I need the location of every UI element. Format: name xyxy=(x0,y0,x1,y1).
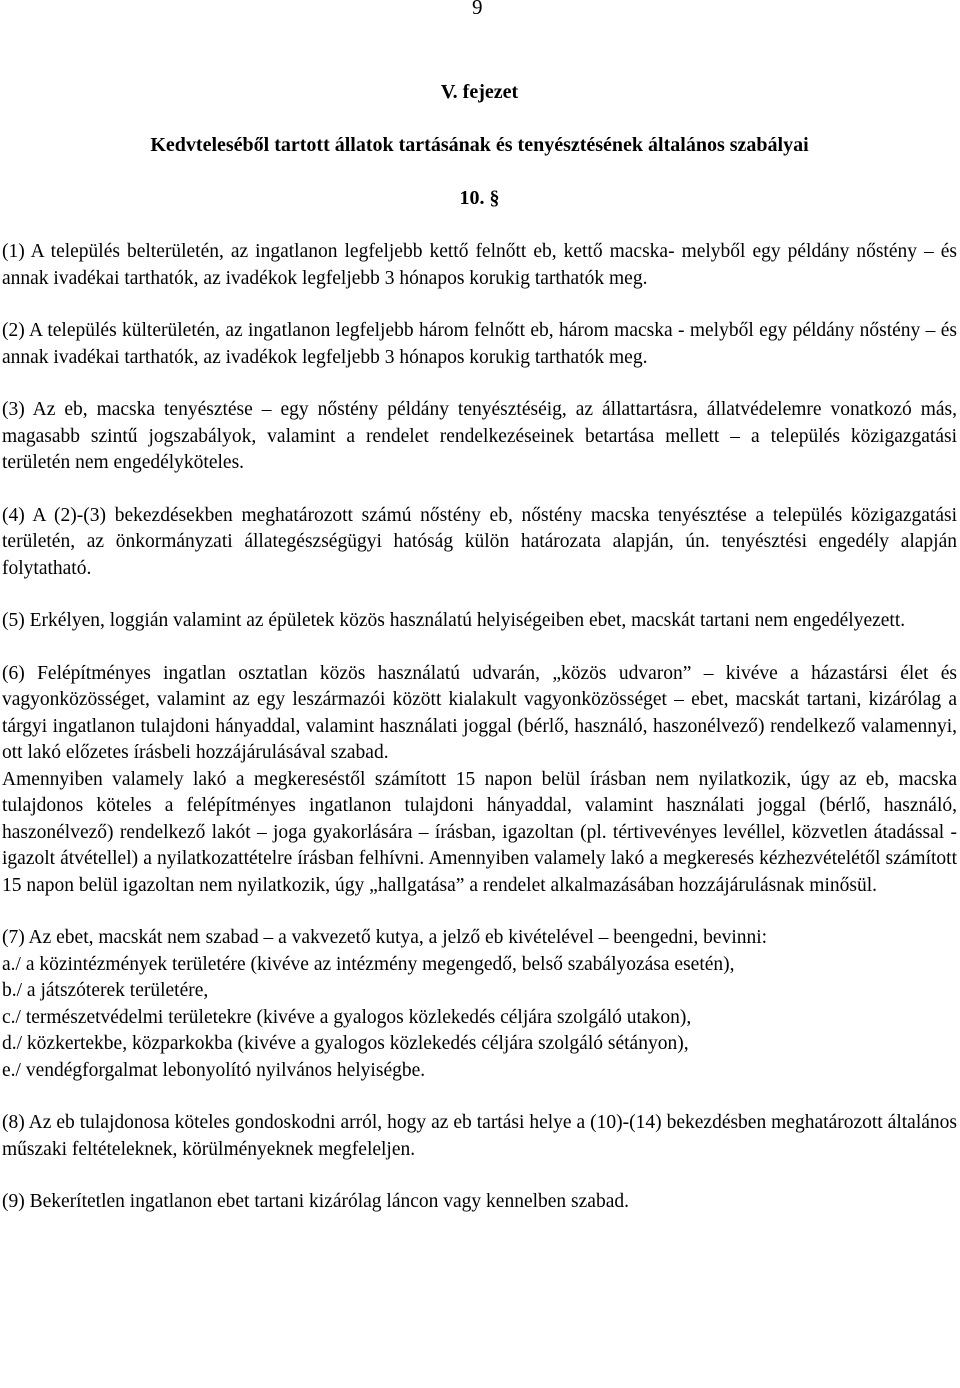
list-item: b./ a játszóterek területére, xyxy=(2,980,209,1001)
paragraph-6: (6) Felépítményes ingatlan osztatlan közös használatú udvarán, „közös udvaron” – kivéve a házastársi élet és vagyonközösséget, valamint az egy leszármazói között kialakult vagyonközösséget – ebet, macskát tartani, kizárólag a tárgyi ingatlanon tulajdoni hányaddal, valamint használati joggal (bérlő, használó, haszonélvező) rendelkező valamennyi, ott lakó előzetes írásbeli hozzájárulásával szabad. xyxy=(2,662,957,763)
paragraph-4: (4) A (2)-(3) bekezdésekben meghatározott számú nőstény eb, nőstény macska tenyésztése a település közigazgatási területén, az önkormányzati állategészségügyi hatóság külön határozata alapján, ún. tenyésztési engedély alapján folytatható. xyxy=(2,504,957,579)
paragraph-7-list xyxy=(2,952,957,1085)
paragraph-3: (3) Az eb, macska tenyésztése – egy nőstény példány tenyésztéséig, az állattartásra, állatvédelemre vonatkozó más, magasabb szintű jogszabályok, valamint a rendelet rendelkezéseinek betartása mellett – a település közigazgatási területén nem engedélyköteles. xyxy=(2,399,957,473)
chapter-title: V. fejezet xyxy=(440,81,519,103)
paragraph-7-intro: (7) Az ebet, macskát nem szabad – a vakvezető kutya, a jelző eb kivételével – beengedni, bevinni: xyxy=(2,927,768,948)
list-item: e./ vendégforgalmat lebonyolító nyilvános helyiségbe. xyxy=(2,1059,426,1081)
paragraph-6-continuation: Amennyiben valamely lakó a megkereséstől számított 15 napon belül írásban nem nyilatkozik, úgy az eb, macska tulajdonos köteles a felépítményes ingatlanon tulajdoni hányaddal, valamint használati joggal (bérlő, használó, haszonélvező) rendelkező lakót – joga gyakorlására – írásban, igazoltan (pl. tértivevényes levéllel, közvetlen átadással - igazolt átvétellel) a nyilatkozattételre írásban felhívni. Amennyiben valamely lakó a megkeresés kézhezvételétől számított 15 napon belül igazoltan nem nyilatkozik, úgy „hallgatása” a rendelet alkalmazásában hozzájárulásnak minősül. xyxy=(2,768,957,896)
paragraph-1: (1) A település belterületén, az ingatlanon legfeljebb kettő felnőtt eb, kettő macska- melyből egy példány nőstény – és annak ivadékai tarthatók, az ivadékok legfeljebb 3 hónapos korukig tarthatók meg. xyxy=(2,241,957,289)
list-item: d./ közkertekbe, közparkokba (kivéve a gyalogos közlekedés céljára szolgáló sétányon), xyxy=(2,1033,689,1054)
section-number: 10. § xyxy=(459,187,500,209)
page-number: 9 xyxy=(472,0,483,19)
paragraph-9: (9) Bekerítetlen ingatlanon ebet tartani kizárólag láncon vagy kennelben szabad. xyxy=(2,1191,629,1212)
paragraph-5: (5) Erkélyen, loggián valamint az épületek közös használatú helyiségeiben ebet, macskát tartani nem engedélyezett. xyxy=(2,610,906,631)
list-item: c./ természetvédelmi területekre (kivéve a gyalogos közlekedés céljára szolgáló utakon), xyxy=(2,1006,692,1028)
list-item: a./ a közintézmények területére (kivéve az intézmény megengedő, belső szabályozása esetén), xyxy=(2,953,735,975)
paragraph-2: (2) A település külterületén, az ingatlanon legfeljebb három felnőtt eb, három macska - melyből egy példány nőstény – és annak ivadékai tarthatók, az ivadékok legfeljebb 3 hónapos korukig tarthatók meg. xyxy=(2,320,957,368)
paragraph-8: (8) Az eb tulajdonosa köteles gondoskodni arról, hogy az eb tartási helye a (10)-(14) bekezdésben meghatározott általános műszaki feltételeknek, körülményeknek megfeleljen. xyxy=(2,1112,957,1160)
section-body xyxy=(2,239,957,1242)
chapter-subtitle: Kedvteleséből tartott állatok tartásának és tenyésztésének általános szabályai xyxy=(150,134,809,156)
